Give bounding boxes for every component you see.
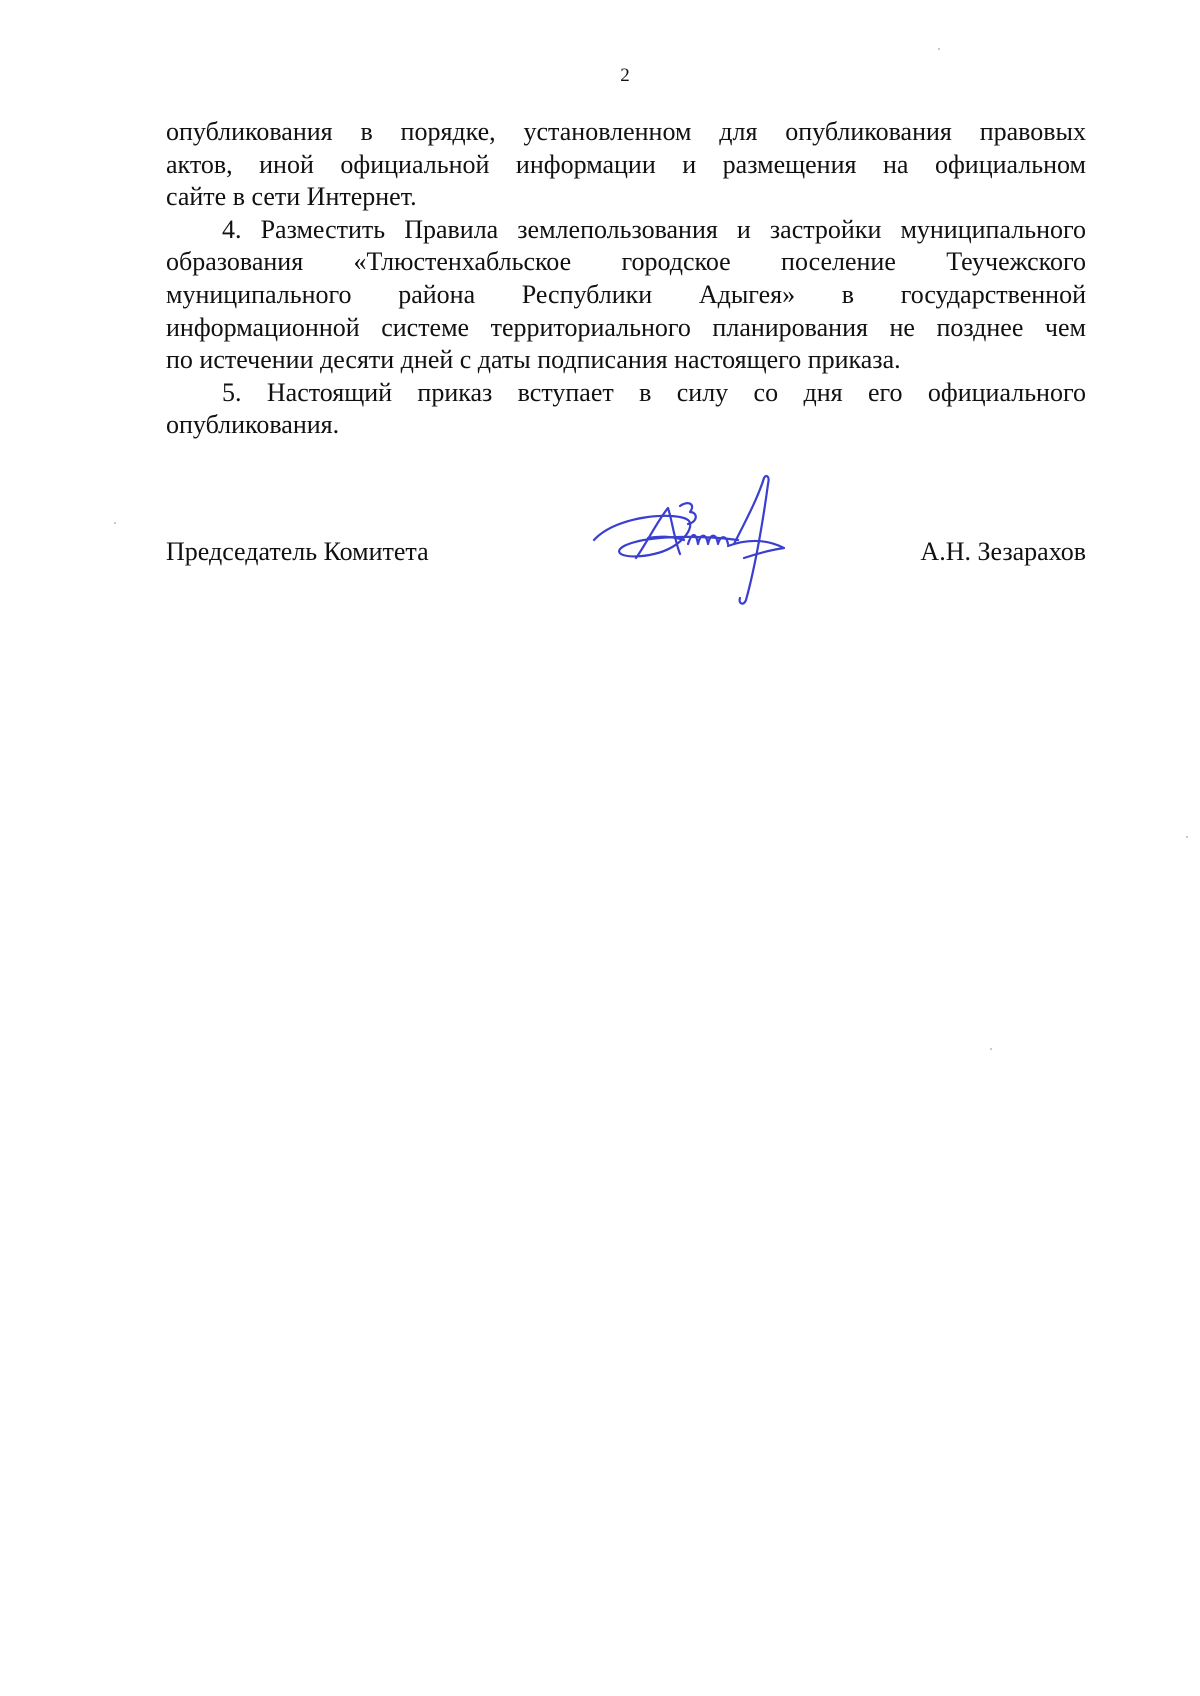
document-body	[166, 116, 1086, 442]
text-line: актов, иной официальной информации и размещения на официальном	[166, 149, 1086, 179]
text-line: опубликования в порядке, установленном для опубликования правовых	[166, 117, 1086, 146]
scan-speck	[1186, 836, 1188, 838]
scan-speck	[990, 1048, 992, 1050]
scan-speck	[114, 522, 116, 524]
text-line: образования «Тлюстенхабльское городское поселение Теучежского	[166, 247, 1086, 277]
text-line: муниципального района Республики Адыгея» в государственной	[166, 279, 1086, 309]
text-line: 5. Настоящий приказ вступает в силу со дня его официального	[222, 377, 1086, 407]
text-line: по истечении десяти дней с даты подписания настоящего приказа.	[166, 345, 901, 375]
paragraph-item-5	[166, 377, 1086, 442]
signatory-name: А.Н. Зезарахов	[920, 537, 1086, 566]
signatory-title: Председатель Комитета	[166, 537, 429, 566]
text-line: 4. Разместить Правила землепользования и застройки муниципального	[222, 214, 1086, 244]
text-line: опубликования.	[166, 410, 340, 440]
page-number: 2	[620, 65, 630, 86]
signature-block	[166, 536, 1086, 576]
paragraph-item-4	[166, 214, 1086, 377]
text-line: сайте в сети Интернет.	[166, 182, 417, 212]
text-line: информационной системе территориального планирования не позднее чем	[166, 312, 1086, 342]
scan-speck	[938, 48, 940, 50]
paragraph-publication-continuation	[166, 116, 1086, 214]
